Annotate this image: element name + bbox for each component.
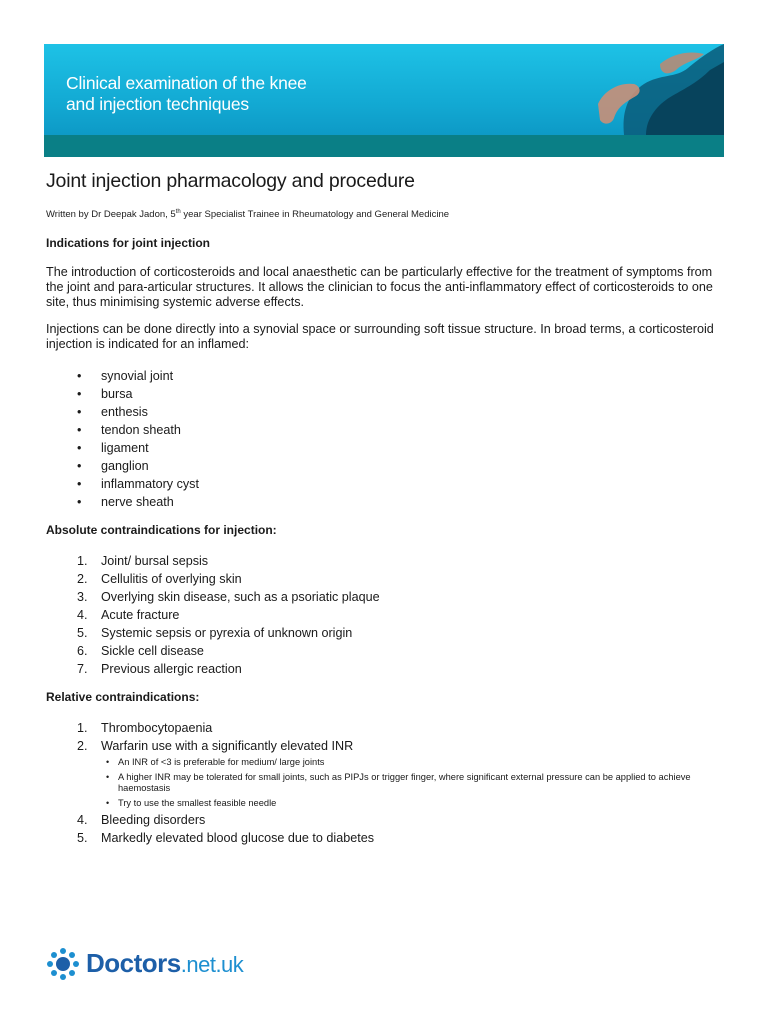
relative-heading: Relative contraindications:: [46, 690, 200, 704]
list-item-number: 2.: [77, 572, 88, 586]
page-title: Joint injection pharmacology and procedure: [46, 170, 415, 192]
list-item: • ligament: [46, 439, 726, 457]
list-item-text: Acute fracture: [101, 608, 180, 622]
list-item: [46, 737, 726, 755]
banner-title: [66, 73, 307, 115]
list-item: • ganglion: [46, 457, 726, 475]
list-item: [46, 829, 726, 847]
indications-paragraph-1: The introduction of corticosteroids and local anaesthetic can be particularly effective for the treatment of symptoms from the joint and para-articular structures. It allows the clinician to focus the anti-inflammatory effect of corticosteroids to one site, thus minimising systemic adverse effects.: [46, 265, 713, 309]
logo-main-text: Doctors: [86, 948, 181, 978]
indications-list: [46, 367, 726, 511]
list-item: [46, 552, 726, 570]
list-item-number: 7.: [77, 662, 88, 676]
list-item: [46, 606, 726, 624]
list-item: [46, 811, 726, 829]
indications-paragraph-2: Injections can be done directly into a synovial space or surrounding soft tissue structure. In broad terms, a corticosteroid injection is indicated for an inflamed:: [46, 322, 714, 351]
list-item: • bursa: [46, 385, 726, 403]
doctors-net-logo: [46, 946, 286, 982]
list-item-text: Systemic sepsis or pyrexia of unknown origin: [101, 626, 353, 640]
logo-suffix-text: .net.uk: [180, 952, 244, 977]
list-item-number: 1.: [77, 721, 88, 735]
list-item: [46, 642, 726, 660]
list-item-number: 4.: [77, 608, 88, 622]
banner-title-line-1: Clinical examination of the knee: [66, 73, 307, 93]
article-body: [46, 236, 726, 847]
list-item-number: 5.: [77, 831, 88, 845]
indications-heading: Indications for joint injection: [46, 236, 210, 250]
list-item: [46, 570, 726, 588]
logo-wordmark: [86, 948, 243, 979]
list-item-number: 4.: [77, 813, 88, 827]
list-item: [46, 719, 726, 737]
byline-suffix: year Specialist Trainee in Rheumatology and General Medicine: [180, 209, 450, 221]
list-item-number: 1.: [77, 554, 88, 568]
list-item: [46, 660, 726, 678]
list-item-text: Thrombocytopaenia: [101, 721, 213, 735]
list-item-text: Sickle cell disease: [101, 644, 204, 658]
list-item: • Try to use the smallest feasible needle: [46, 798, 726, 809]
list-item-text: Joint/ bursal sepsis: [101, 554, 209, 568]
list-item: • inflammatory cyst: [46, 475, 726, 493]
list-item-number: 6.: [77, 644, 88, 658]
list-item-text: Cellulitis of overlying skin: [101, 572, 242, 586]
list-item-number: 5.: [77, 626, 88, 640]
list-item-text: Warfarin use with a significantly elevated INR: [101, 739, 354, 753]
warfarin-sub-list: [46, 757, 726, 809]
absolute-heading: Absolute contraindications for injection:: [46, 523, 277, 537]
banner-title-line-2: and injection techniques: [66, 94, 249, 114]
list-item-text: Markedly elevated blood glucose due to diabetes: [101, 831, 375, 845]
logo-mark-icon: [46, 947, 80, 981]
list-item: • tendon sheath: [46, 421, 726, 439]
relative-contraindications-list: [46, 719, 726, 755]
list-item-number: 3.: [77, 590, 88, 604]
header-banner: [44, 44, 724, 157]
absolute-contraindications-list: [46, 552, 726, 678]
list-item-text: Bleeding disorders: [101, 813, 206, 827]
byline: [46, 209, 449, 220]
list-item: • enthesis: [46, 403, 726, 421]
list-item: • synovial joint: [46, 367, 726, 385]
list-item: [46, 588, 726, 606]
list-item: [46, 624, 726, 642]
relative-contraindications-list-continued: [46, 811, 726, 847]
banner-strip: [44, 135, 724, 157]
list-item: • A higher INR may be tolerated for small joints, such as PIPJs or trigger finger, where significant external pressure can be applied to achieve haemostasis: [46, 772, 726, 794]
list-item: • nerve sheath: [46, 493, 726, 511]
list-item-text: Previous allergic reaction: [101, 662, 242, 676]
byline-prefix: Written by Dr Deepak Jadon, 5: [46, 209, 176, 221]
list-item: • An INR of <3 is preferable for medium/ large joints: [46, 757, 726, 768]
list-item-number: 2.: [77, 739, 88, 753]
knee-photo-illustration: [564, 44, 724, 135]
list-item-text: Overlying skin disease, such as a psoriatic plaque: [101, 590, 380, 604]
byline-sup: th: [175, 209, 181, 215]
